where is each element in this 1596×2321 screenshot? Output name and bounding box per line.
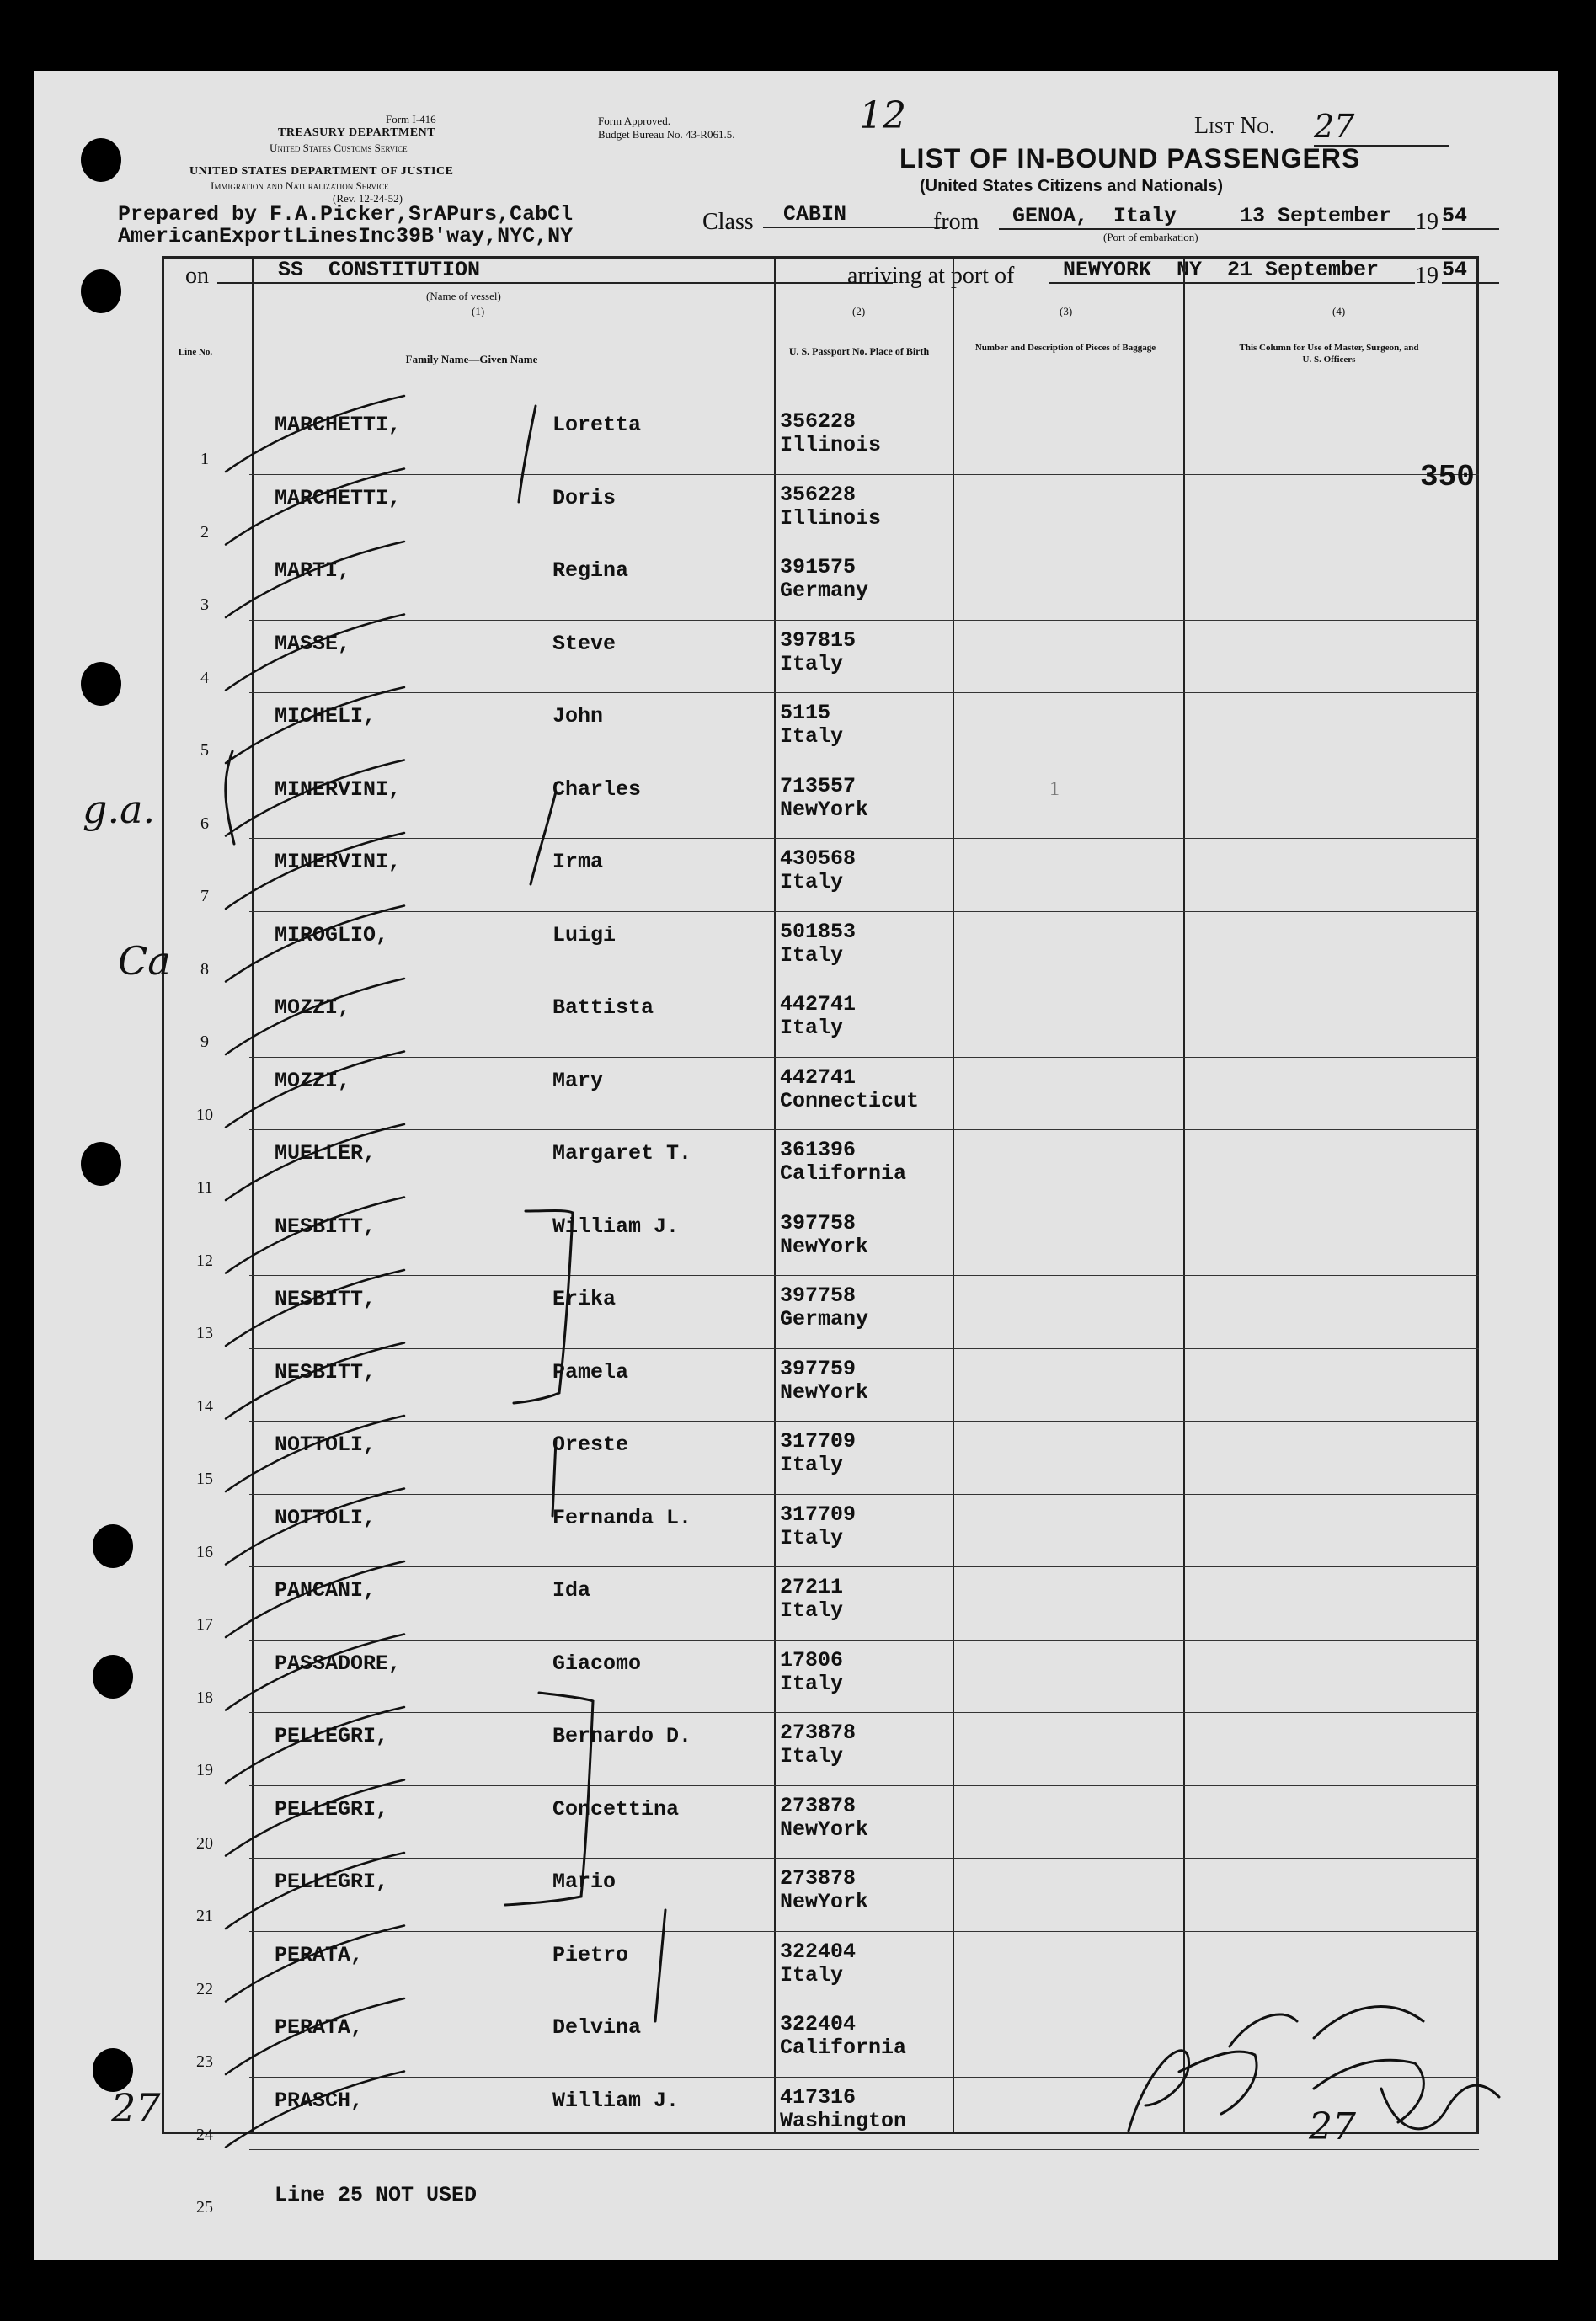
family-name: NESBITT,: [275, 1287, 376, 1311]
place-of-birth: California: [780, 1161, 907, 1186]
passport-number: 273878: [780, 1721, 857, 1745]
passport-number: 442741: [780, 992, 857, 1016]
check-mark: [226, 687, 404, 763]
place-of-birth: NewYork: [780, 1379, 869, 1405]
given-name: Pietro: [552, 1942, 629, 1967]
family-name: MINERVINI,: [275, 850, 402, 874]
left-margin-count: 27: [111, 2085, 161, 2131]
check-mark: [226, 1198, 404, 1273]
from-label: from: [933, 209, 979, 235]
signature-icon: [1129, 2007, 1499, 2131]
passport-number: 317709: [780, 1429, 857, 1454]
family-name: PELLEGRI,: [275, 1870, 389, 1894]
on-label: on: [185, 263, 209, 289]
passport-number: 273878: [780, 1793, 857, 1818]
place-of-birth: California: [780, 2036, 907, 2060]
family-name: PRASCH,: [275, 2088, 364, 2113]
line-number: 21: [196, 1907, 213, 1925]
check-mark: [226, 760, 404, 836]
place-of-birth: Germany: [780, 579, 869, 603]
given-name: Loretta: [552, 413, 642, 437]
family-name: MUELLER,: [275, 1141, 376, 1166]
given-name: Erika: [552, 1287, 617, 1311]
place-of-birth: Italy: [780, 651, 844, 676]
passport-number: 397758: [780, 1283, 857, 1308]
place-of-birth: Italy: [780, 1525, 844, 1550]
check-mark: [226, 542, 404, 617]
prepared-by: Prepared by F.A.Picker,SrAPurs,CabCl: [118, 202, 574, 227]
line-number: 1: [200, 450, 209, 468]
place-of-birth: NewYork: [780, 1890, 869, 1914]
prepared-org: AmericanExportLinesInc39B'way,NYC,NY: [118, 224, 574, 248]
line-number: 11: [196, 1178, 213, 1197]
margin-note-ca: Ca: [118, 938, 171, 984]
column-number-2: (2): [852, 305, 866, 317]
passport-number: 397815: [780, 627, 857, 653]
passport-number: 356228: [780, 409, 857, 434]
line-number: 23: [196, 2052, 213, 2071]
family-name: PANCANI,: [275, 1578, 376, 1603]
family-name: MOZZI,: [275, 995, 351, 1020]
given-name: Doris: [552, 485, 617, 510]
passport-number: 430568: [780, 846, 857, 871]
check-mark: [226, 1926, 404, 2002]
place-of-birth: Italy: [780, 1598, 844, 1623]
arriving-label: arriving at port of: [847, 263, 1015, 289]
check-mark: [226, 615, 404, 691]
check-mark: [226, 2072, 404, 2148]
handwritten-page-number: 12: [859, 94, 906, 137]
check-mark: [226, 1635, 404, 1710]
justice-department: UNITED STATES DEPARTMENT OF JUSTICE: [189, 165, 454, 178]
form-number: Form I-416: [386, 113, 436, 125]
arrival-year: 54: [1442, 258, 1499, 284]
family-name: PASSADORE,: [275, 1651, 402, 1676]
given-name: Steve: [552, 631, 617, 656]
passport-number: 27211: [780, 1575, 844, 1599]
given-name: Bernardo D.: [552, 1724, 692, 1748]
given-name: Pamela: [552, 1359, 629, 1385]
unused-line-note: Line 25 NOT USED: [275, 2183, 478, 2207]
passport-number: 391575: [780, 555, 857, 579]
check-mark: [226, 1489, 404, 1565]
family-name: MIROGLIO,: [275, 922, 389, 947]
check-mark: [226, 833, 404, 909]
place-of-birth: NewYork: [780, 1817, 869, 1842]
check-mark: [226, 1780, 404, 1856]
vessel-name: SS CONSTITUTION: [217, 258, 893, 284]
line-number: 24: [196, 2125, 213, 2144]
list-no-value: 27: [1314, 108, 1449, 147]
check-mark: [226, 1561, 404, 1637]
place-of-birth: Italy: [780, 942, 844, 968]
budget-bureau: Budget Bureau No. 43-R061.5.: [598, 128, 735, 141]
given-name: Battista: [552, 995, 654, 1020]
place-of-birth: NewYork: [780, 1234, 869, 1259]
page-subtitle: (United States Citizens and Nationals): [920, 177, 1224, 195]
header-line-no: Line No.: [178, 347, 213, 357]
line-number: 12: [196, 1251, 213, 1270]
place-of-birth: Italy: [780, 1671, 844, 1696]
family-name: PELLEGRI,: [275, 1796, 389, 1822]
margin-note-ga: g.a.: [83, 787, 156, 832]
header-family-given-name: Family Name—Given Name: [405, 353, 538, 365]
check-mark: [226, 979, 404, 1054]
passport-number: 17806: [780, 1647, 844, 1673]
given-name: Giacomo: [552, 1651, 642, 1676]
from-year-prefix: 19: [1415, 209, 1439, 235]
header-baggage: Number and Description of Pieces of Baggage: [974, 343, 1156, 353]
place-of-birth: Illinois: [780, 433, 882, 457]
given-name: Delvina: [552, 2015, 642, 2040]
family-name: MARCHETTI,: [275, 413, 402, 437]
place-of-birth: Italy: [780, 1962, 844, 1988]
line-number: 19: [196, 1761, 213, 1779]
passport-number: 322404: [780, 1939, 857, 1964]
check-mark: [226, 1853, 404, 1929]
given-name: Luigi: [552, 922, 617, 947]
signature-count: 27: [1309, 2105, 1356, 2148]
line-number: 16: [196, 1542, 213, 1561]
header-passport-birthplace: U. S. Passport No. Place of Birth: [788, 345, 930, 357]
place-of-birth: Washington: [780, 2108, 907, 2133]
line-number: 20: [196, 1833, 213, 1853]
family-name: PERATA,: [275, 2015, 364, 2040]
line-number: 14: [196, 1396, 213, 1416]
place-of-birth: Italy: [780, 1453, 844, 1477]
from-value: GENOA, Italy 13 September: [999, 204, 1415, 230]
check-mark: [226, 1052, 404, 1128]
passport-number: 397758: [780, 1210, 857, 1235]
given-name: Concettina: [552, 1796, 680, 1822]
bracket-marks: [226, 406, 665, 2021]
place-of-birth: Germany: [780, 1307, 869, 1331]
family-name: MARCHETTI,: [275, 485, 402, 510]
family-name: MINERVINI,: [275, 776, 402, 802]
list-no-label: List No.: [1194, 113, 1275, 139]
page-title: LIST OF IN-BOUND PASSENGERS: [899, 143, 1361, 173]
passport-number: 273878: [780, 1866, 857, 1891]
line-number: 18: [196, 1688, 213, 1707]
given-name: William J.: [552, 2088, 680, 2113]
header-officers-column: This Column for Use of Master, Surgeon, and U. S. Officers: [1239, 343, 1419, 365]
family-name: MARTI,: [275, 558, 351, 583]
column-number-1: (1): [472, 305, 485, 317]
form-approved: Form Approved.: [598, 115, 670, 127]
from-year: 54: [1442, 204, 1499, 230]
place-of-birth: Italy: [780, 870, 844, 894]
line-number: 6: [200, 814, 209, 833]
line-number: 25: [196, 2198, 213, 2217]
passport-number: 5115: [780, 701, 831, 725]
line-number: 9: [200, 1032, 209, 1051]
place-of-birth: Italy: [780, 724, 844, 749]
check-mark: [226, 1707, 404, 1783]
check-mark: [226, 396, 404, 472]
passport-number: 397759: [780, 1356, 857, 1381]
given-name: Charles: [552, 776, 642, 802]
passport-number: 442741: [780, 1064, 857, 1090]
given-name: Mary: [552, 1068, 604, 1093]
line-number: 17: [196, 1615, 213, 1634]
place-of-birth: Connecticut: [780, 1088, 920, 1113]
treasury-department: TREASURY DEPARTMENT: [278, 126, 436, 139]
family-name: MOZZI,: [275, 1068, 351, 1093]
given-name: Irma: [552, 850, 604, 874]
arrival-value: NEWYORK NY 21 September: [1049, 258, 1415, 284]
given-name: Fernanda L.: [552, 1505, 692, 1530]
check-mark: [226, 1124, 404, 1200]
family-name: PELLEGRI,: [275, 1724, 389, 1748]
given-name: Mario: [552, 1870, 617, 1894]
given-name: John: [552, 704, 604, 728]
family-name: PERATA,: [275, 1942, 364, 1967]
line-number: 10: [196, 1105, 213, 1124]
check-mark: [226, 906, 404, 982]
revision-date: (Rev. 12-24-52): [333, 192, 403, 205]
baggage-mark: 1: [1049, 778, 1060, 800]
class-value: CABIN: [763, 202, 948, 228]
arrival-year-prefix: 19: [1415, 263, 1439, 289]
passport-number: 356228: [780, 482, 857, 507]
passport-number: 501853: [780, 919, 857, 944]
line-number: 2: [200, 522, 209, 542]
check-mark: [226, 469, 404, 545]
passport-number: 317709: [780, 1502, 857, 1527]
check-mark: [226, 1998, 404, 2074]
line-number: 7: [200, 887, 209, 905]
customs-service: United States Customs Service: [270, 141, 408, 154]
given-name: Ida: [552, 1578, 591, 1603]
line-number: 22: [196, 1979, 213, 1998]
vessel-caption: (Name of vessel): [426, 290, 501, 302]
place-of-birth: Italy: [780, 1744, 844, 1769]
family-name: MASSE,: [275, 631, 351, 656]
check-mark: [226, 1343, 404, 1419]
line-number: 5: [200, 741, 209, 760]
family-name: NOTTOLI,: [275, 1505, 376, 1530]
family-name: NESBITT,: [275, 1214, 376, 1239]
line-number: 4: [200, 668, 209, 687]
passport-number: 322404: [780, 2012, 857, 2036]
passport-number: 713557: [780, 773, 857, 798]
given-name: Regina: [552, 558, 629, 583]
given-name: William J.: [552, 1214, 680, 1239]
family-name: NOTTOLI,: [275, 1433, 376, 1457]
column-number-3: (3): [1060, 305, 1073, 317]
given-name: Margaret T.: [552, 1141, 692, 1166]
port-of-embarkation-caption: (Port of embarkation): [1103, 231, 1198, 243]
line-number: 13: [196, 1324, 213, 1342]
family-name: NESBITT,: [275, 1359, 376, 1385]
given-name: Oreste: [552, 1433, 629, 1457]
check-mark: [226, 1416, 404, 1491]
line-number: 3: [200, 595, 209, 614]
check-mark: [226, 1270, 404, 1346]
ins-service: Immigration and Naturalization Service: [211, 179, 389, 192]
place-of-birth: Illinois: [780, 505, 882, 531]
place-of-birth: NewYork: [780, 797, 869, 822]
family-name: MICHELI,: [275, 704, 376, 728]
place-of-birth: Italy: [780, 1016, 844, 1040]
officer-count: 350: [1420, 460, 1475, 494]
line-number: 8: [200, 959, 209, 979]
line-number: 15: [196, 1470, 213, 1488]
column-number-4: (4): [1332, 305, 1346, 317]
passport-number: 417316: [780, 2084, 857, 2110]
passport-number: 361396: [780, 1138, 857, 1162]
class-label: Class: [702, 209, 754, 235]
